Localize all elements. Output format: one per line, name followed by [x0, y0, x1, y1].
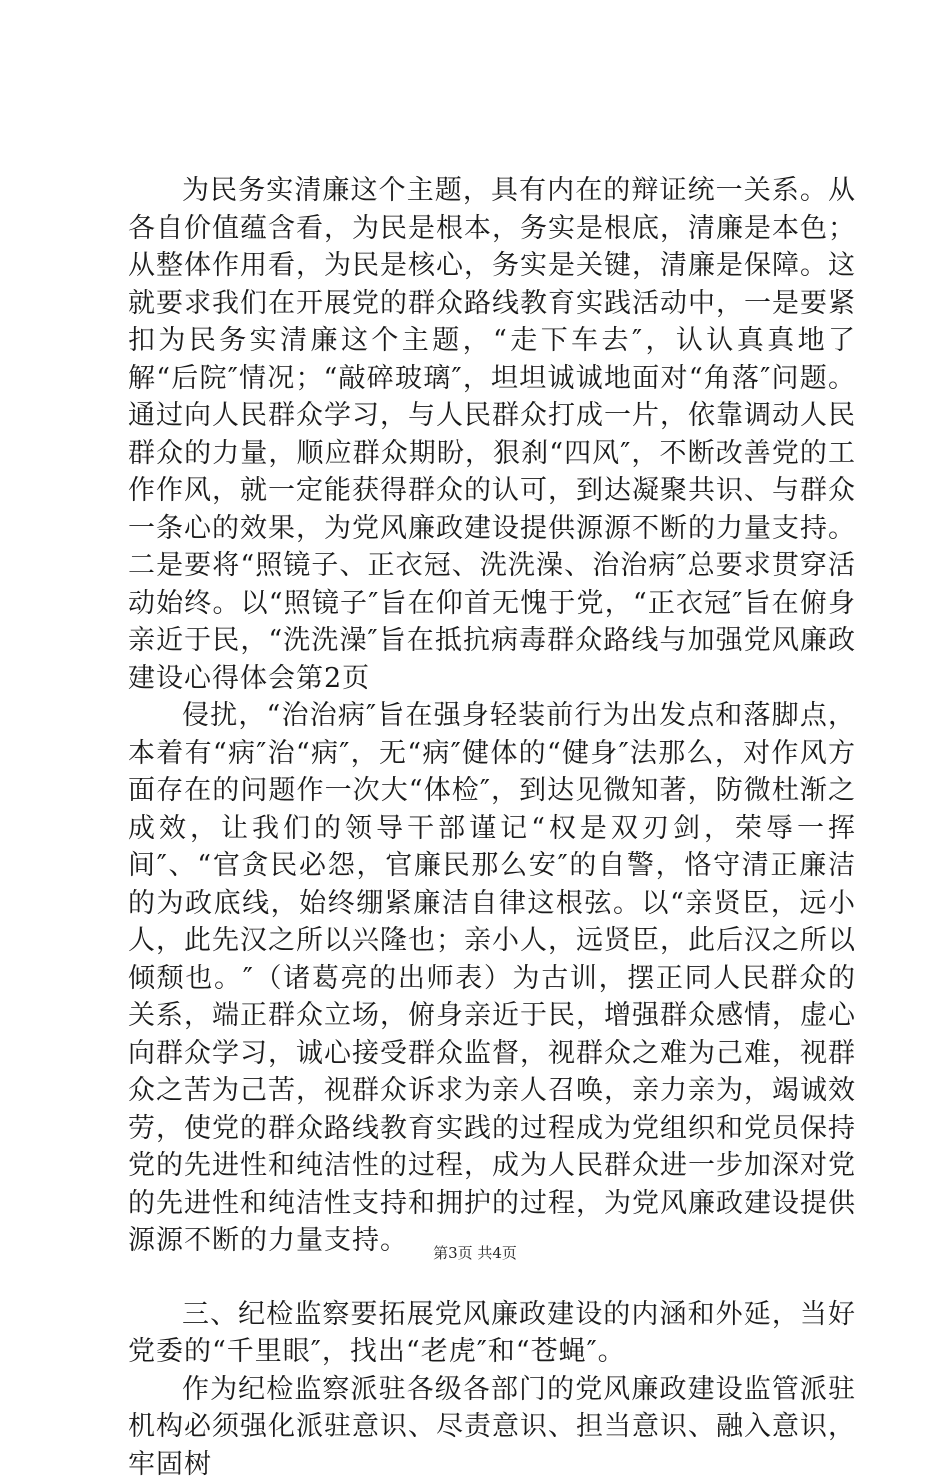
section-heading-three: 三、纪检监察要拓展党风廉政建设的内涵和外延，当好党委的“千里眼″，找出“老虎″和“苍蝇″。	[128, 1296, 856, 1371]
paragraph-dispatch-agency: 作为纪检监察派驻各级各部门的党风廉政建设监管派驻机构必须强化派驻意识、尽责意识、担当意识、融入意识，牢固树	[128, 1371, 856, 1483]
paragraph-continuation: 侵扰，“治治病″旨在强身轻装前行为出发点和落脚点，本着有“病″治“病″，无“病″健体的“健身″法那么，对作风方面存在的问题作一次大“体检″，到达见微知著，防微杜渐之成效，让我们的领导干部谨记“权是双刃剑，荣辱一挥间″、“官贪民必怨，官廉民那么安″的自警，恪守清正廉洁的为政底线，始终绷紧廉洁自律这根弦。以“亲贤臣，远小人，此先汉之所以兴隆也；亲小人，远贤臣，此后汉之所以倾颓也。″（诸葛亮的出师表）为古训，摆正同人民群众的关系，端正群众立场，俯身亲近于民，增强群众感情，虚心向群众学习，诚心接受群众监督，视群众之难为己难，视群众之苦为己苦，视群众诉求为亲人召唤，亲力亲为，竭诚效劳，使党的群众路线教育实践的过程成为党组织和党员保持党的先进性和纯洁性的过程，成为人民群众进一步加深对党的先进性和纯洁性支持和拥护的过程，为党风廉政建设提供源源不断的力量支持。	[128, 697, 856, 1260]
document-body	[128, 172, 856, 1483]
paragraph-theme: 为民务实清廉这个主题，具有内在的辩证统一关系。从各自价值蕴含看，为民是根本，务实是根底，清廉是本色；从整体作用看，为民是核心，务实是关键，清廉是保障。这就要求我们在开展党的群众路线教育实践活动中，一是要紧扣为民务实清廉这个主题，“走下车去″，认认真真地了解“后院″情况；“敲碎玻璃″，坦坦诚诚地面对“角落″问题。通过向人民群众学习，与人民群众打成一片，依靠调动人民群众的力量，顺应群众期盼，狠刹“四风″，不断改善党的工作作风，就一定能获得群众的认可，到达凝聚共识、与群众一条心的效果，为党风廉政建设提供源源不断的力量支持。二是要将“照镜子、正衣冠、洗洗澡、治治病″总要求贯穿活动始终。以“照镜子″旨在仰首无愧于党，“正衣冠″旨在俯身亲近于民，“洗洗澡″旨在抵抗病毒群众路线与加强党风廉政建设心得体会第2页	[128, 172, 856, 697]
paragraph-spacer	[128, 1260, 856, 1296]
page-footer: 第3页 共4页	[0, 1242, 950, 1263]
